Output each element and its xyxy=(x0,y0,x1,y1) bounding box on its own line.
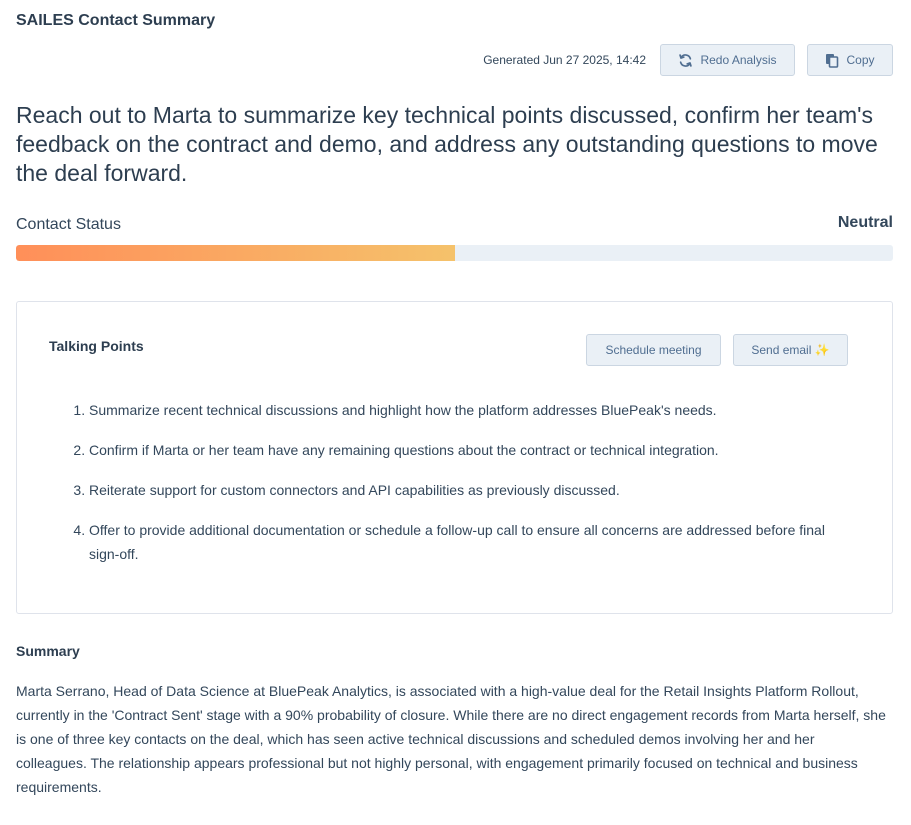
copy-button[interactable] xyxy=(807,44,893,76)
redo-analysis-label: Redo Analysis xyxy=(700,53,777,67)
send-email-button[interactable]: Send email ✨ xyxy=(733,334,848,366)
toolbar xyxy=(483,44,893,76)
summary-title: Summary xyxy=(16,643,80,659)
talking-points-list xyxy=(89,398,859,582)
talking-point-item: 3. Reiterate support for custom connectors and API capabilities as previously discussed. xyxy=(89,478,859,502)
schedule-meeting-button[interactable]: Schedule meeting xyxy=(586,334,721,366)
generated-timestamp: Generated Jun 27 2025, 14:42 xyxy=(483,53,646,67)
talking-point-item: 1. Summarize recent technical discussions and highlight how the platform addresses BluePeak's needs. xyxy=(89,398,859,422)
talking-point-item: 2. Confirm if Marta or her team have any remaining questions about the contract or technical integration. xyxy=(89,438,859,462)
contact-status-bar xyxy=(16,245,893,261)
copy-label: Copy xyxy=(846,53,875,67)
talking-point-item: 4. Offer to provide additional documentation or schedule a follow-up call to ensure all concerns are addressed before final sign-off. xyxy=(89,518,859,566)
talking-points-actions xyxy=(586,334,848,366)
contact-status-label: Contact Status xyxy=(16,216,121,233)
redo-analysis-button[interactable] xyxy=(660,44,795,76)
contact-status-value: Neutral xyxy=(837,214,893,231)
app-title: SAILES Contact Summary xyxy=(16,12,216,29)
summary-text: Marta Serrano, Head of Data Science at BluePeak Analytics, is associated with a high-value deal for the Retail Insights Platform Rollout, currently in the 'Contract Sent' stage with a 90% probability of closure. While there are no direct engagement records from Marta herself, she is one of three key contacts on the deal, which has seen active technical discussions and scheduled demos involving her and her colleagues. The relationship appears professional but not highly personal, with engagement primarily focused on technical and business requirements. xyxy=(16,683,886,795)
refresh-icon xyxy=(678,53,693,68)
talking-points-card xyxy=(16,301,893,614)
recommendation-headline: Reach out to Marta to summarize key technical points discussed, confirm her team's feedback on the contract and demo, and address any outstanding questions to move the deal forward. xyxy=(16,102,878,186)
copy-icon xyxy=(825,53,839,68)
talking-points-title: Talking Points xyxy=(49,338,144,354)
contact-status-fill xyxy=(16,245,455,261)
